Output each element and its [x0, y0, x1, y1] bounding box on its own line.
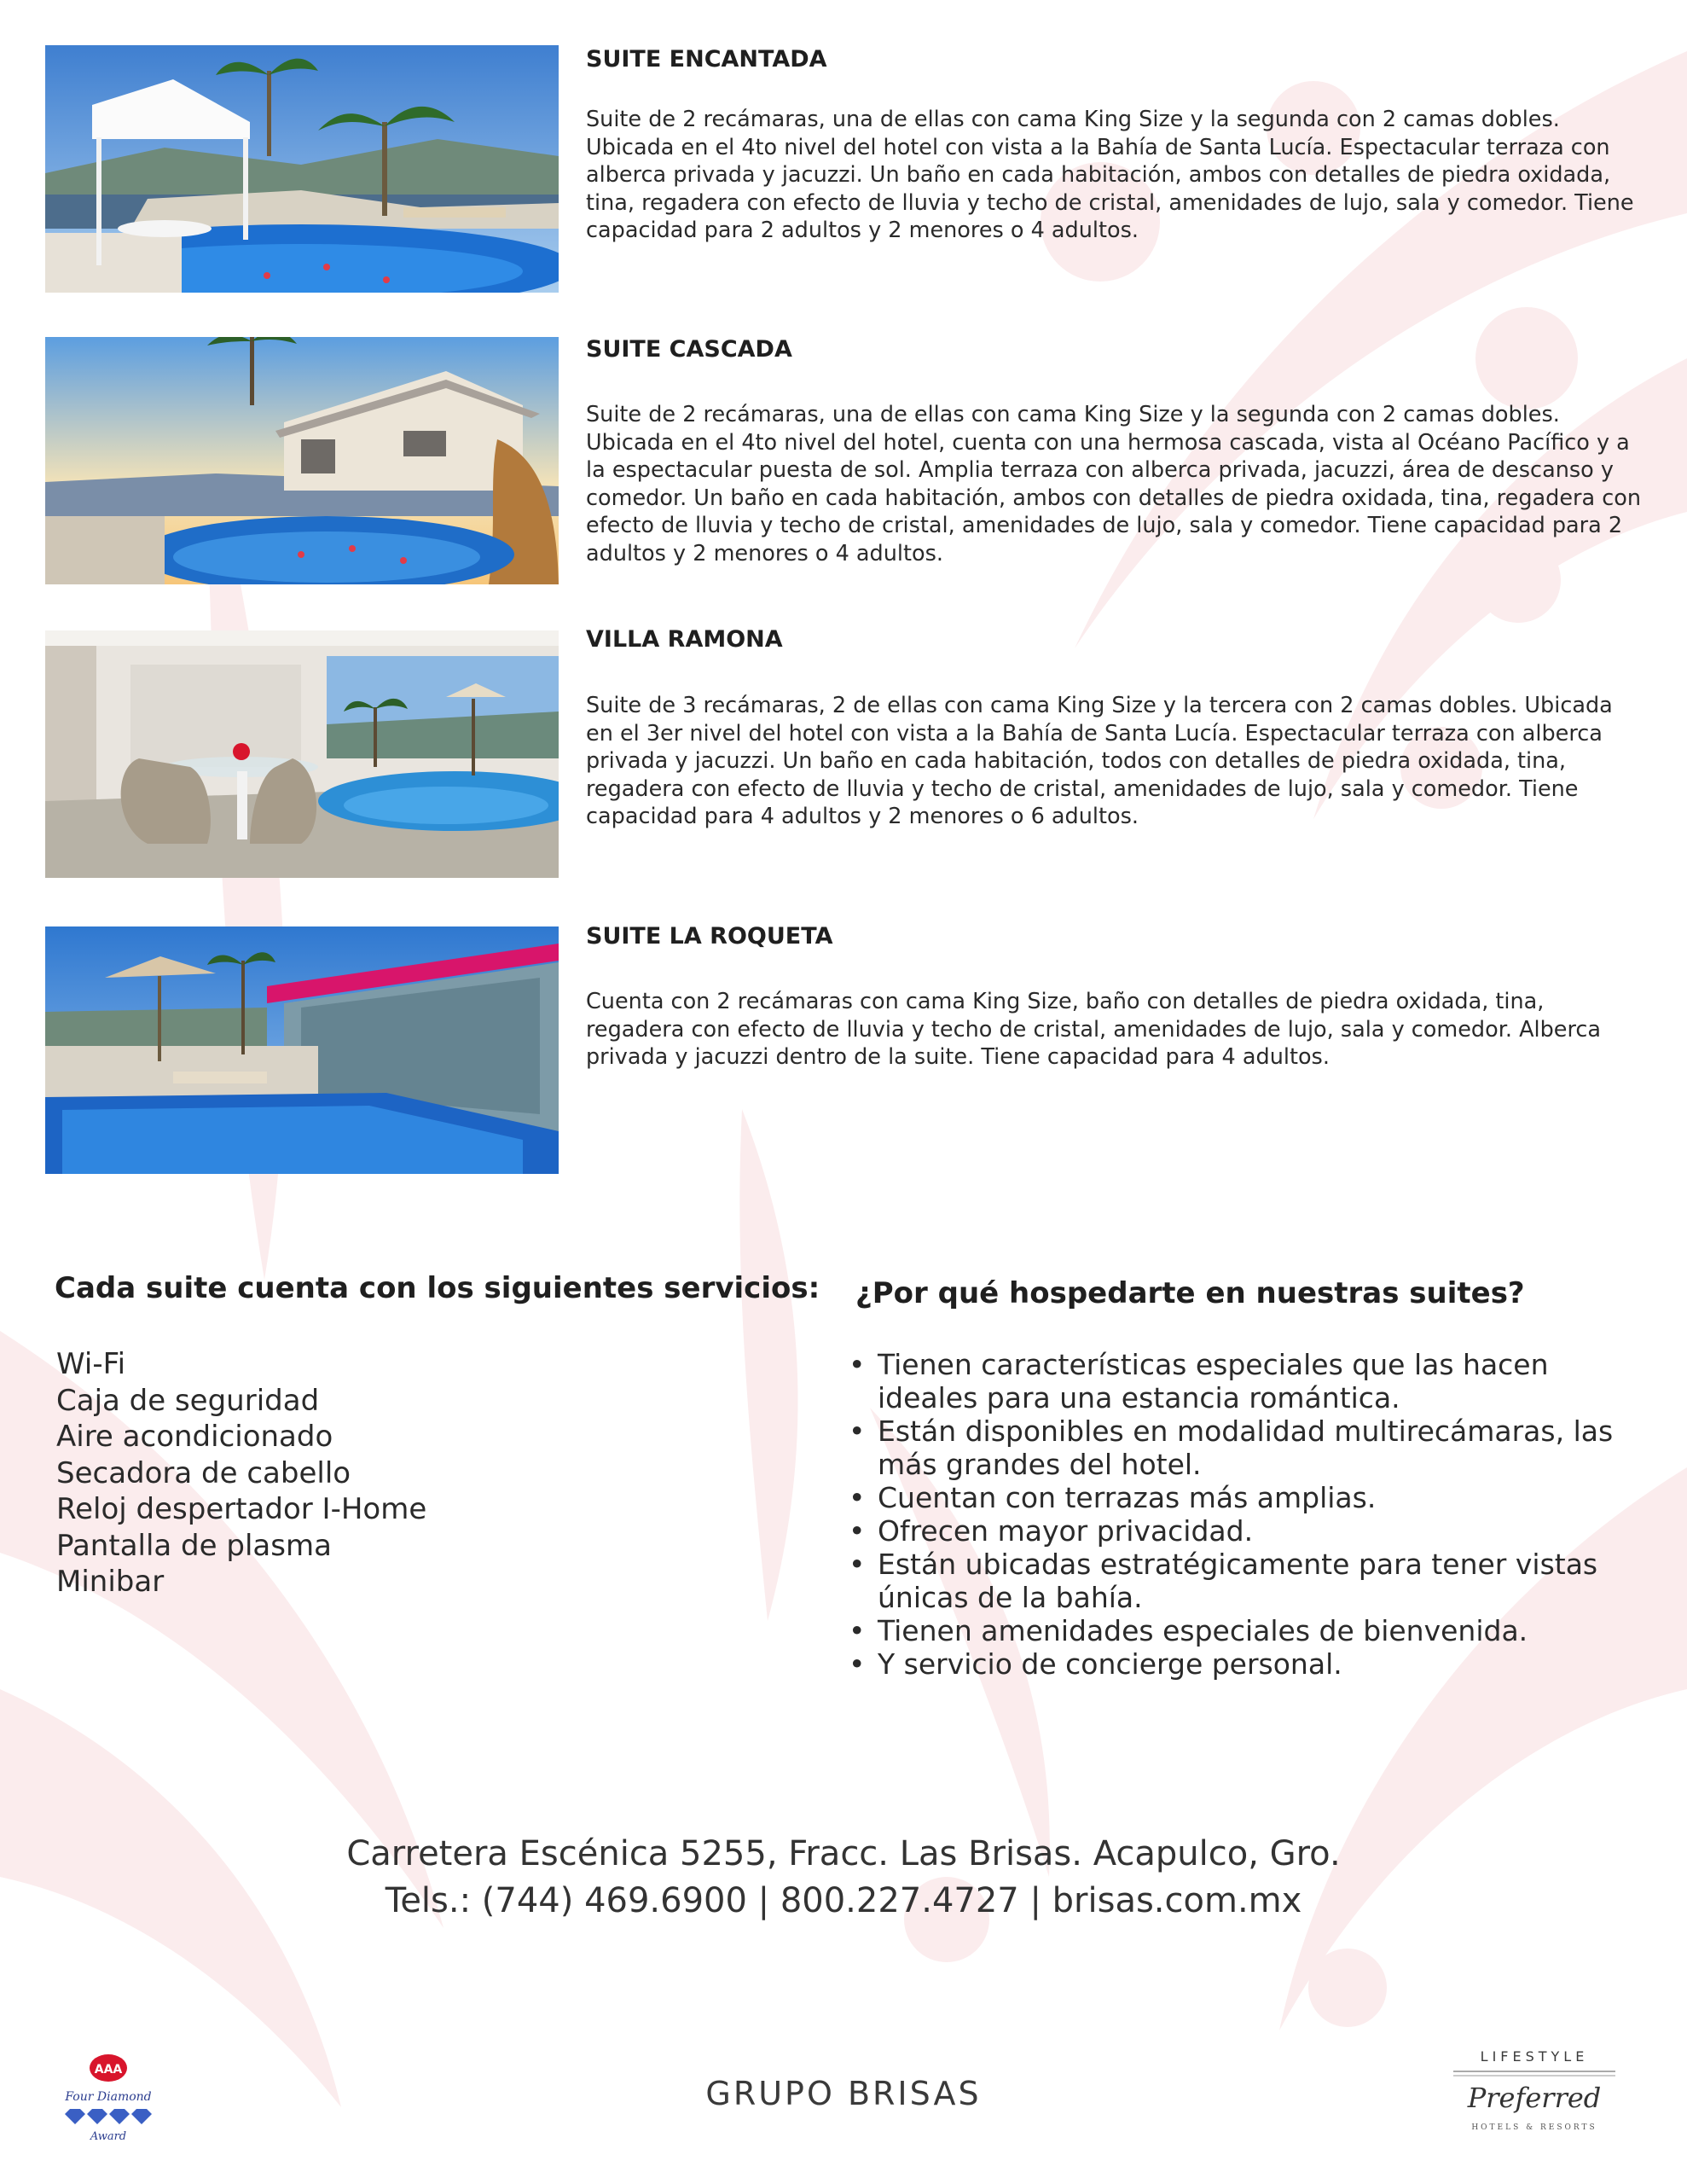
- suite-la-roqueta-photo: [45, 926, 559, 1174]
- list-item: Wi-Fi: [56, 1347, 126, 1381]
- svg-text:AAA: AAA: [94, 2063, 123, 2077]
- grupo-brisas-logo: GRUPO BRISAS: [705, 2075, 982, 2112]
- list-item: • Están ubicadas estratégicamente para tener vistas únicas de la bahía.: [849, 1548, 1633, 1614]
- lifestyle-preferred-logo: [1445, 2046, 1624, 2138]
- services-list: [56, 1346, 426, 1600]
- svg-text:HOTELS & RESORTS: HOTELS & RESORTS: [1471, 2123, 1597, 2132]
- reasons-title: ¿Por qué hospedarte en nuestras suites?: [855, 1276, 1525, 1310]
- list-item: Secadora de cabello: [56, 1455, 351, 1490]
- contact-phones[interactable]: Tels.: (744) 469.6900 | 800.227.4727 | brisas.com.mx: [385, 1881, 1302, 1920]
- suite-cascada-description: Suite de 2 recámaras, una de ellas con cama King Size y la segunda con 2 camas dobles. Ubicada en el 4to nivel del hotel, cuenta con una hermosa cascada, vista al Océano Pacífico y a la espectacular puesta de sol. Amplia terraza con alberca privada, jacuzzi, área de descanso y comedor. Un baño en cada habitación, ambos con detalles de piedra oxidada, tina, regadera con efecto de lluvia y techo de cristal, amenidades de lujo, sala y comedor. Tiene capacidad para 2 adultos y 2 menores o 4 adultos.: [586, 402, 1642, 566]
- contact-address: Carretera Escénica 5255, Fracc. Las Brisas. Acapulco, Gro.: [346, 1834, 1341, 1873]
- services-title: Cada suite cuenta con los siguientes servicios:: [55, 1271, 820, 1305]
- suite-encantada-photo: [45, 45, 559, 293]
- villa-ramona-photo: [45, 630, 559, 878]
- list-item: Reloj despertador I-Home: [56, 1492, 427, 1526]
- svg-text:LIFESTYLE: LIFESTYLE: [1480, 2048, 1589, 2065]
- svg-text:Award: Award: [90, 2130, 127, 2143]
- list-item: • Ofrecen mayor privacidad.: [849, 1514, 1633, 1548]
- svg-text:Preferred: Preferred: [1467, 2082, 1602, 2114]
- suite-encantada-title: SUITE ENCANTADA: [586, 46, 827, 73]
- svg-text:Four Diamond: Four Diamond: [65, 2090, 152, 2104]
- suite-cascada-photo: [45, 337, 559, 584]
- suite-la-roqueta-description: Cuenta con 2 recámaras con cama King Size, baño con detalles de piedra oxidada, tina, regadera con efecto de lluvia y techo de cristal, amenidades de lujo, sala y comedor. Alberca privada y jacuzzi dentro de la suite. Tiene capacidad para 4 adultos.: [586, 989, 1602, 1070]
- list-item: • Y servicio de concierge personal.: [849, 1647, 1633, 1681]
- reasons-list: [849, 1348, 1633, 1681]
- list-item: Caja de seguridad: [56, 1383, 320, 1418]
- suite-encantada-description: Suite de 2 recámaras, una de ellas con cama King Size y la segunda con 2 camas dobles. Ubicada en el 4to nivel del hotel con vista a la Bahía de Santa Lucía. Espectacular terraza con alberca privada y jacuzzi. Un baño en cada habitación, ambos con detalles de piedra oxidada, tina, regadera con efecto de lluvia y techo de cristal, amenidades de lujo, sala y comedor. Tiene capacidad para 2 adultos y 2 menores o 4 adultos.: [586, 107, 1634, 243]
- villa-ramona-title: VILLA RAMONA: [586, 626, 783, 653]
- suite-cascada-title: SUITE CASCADA: [586, 336, 792, 363]
- villa-ramona-description: Suite de 3 recámaras, 2 de ellas con cama King Size y la tercera con 2 camas dobles. Ubicada en el 3er nivel del hotel con vista a la Bahía de Santa Lucía. Espectacular terraza con alberca privada y jacuzzi. Un baño en cada habitación, todos con detalles de piedra oxidada, tina, regadera con efecto de lluvia y techo de cristal, amenidades de lujo, sala y comedor. Tiene capacidad para 4 adultos y 2 menores o 6 adultos.: [586, 693, 1613, 829]
- list-item: • Tienen amenidades especiales de bienvenida.: [849, 1614, 1633, 1647]
- list-item: • Cuentan con terrazas más amplias.: [849, 1481, 1633, 1514]
- list-item: Aire acondicionado: [56, 1420, 333, 1454]
- list-item: • Tienen características especiales que las hacen ideales para una estancia romántica.: [849, 1348, 1633, 1414]
- list-item: • Están disponibles en modalidad multirecámaras, las más grandes del hotel.: [849, 1414, 1633, 1481]
- list-item: Minibar: [56, 1565, 165, 1599]
- suite-la-roqueta-title: SUITE LA ROQUETA: [586, 923, 833, 950]
- list-item: Pantalla de plasma: [56, 1528, 332, 1563]
